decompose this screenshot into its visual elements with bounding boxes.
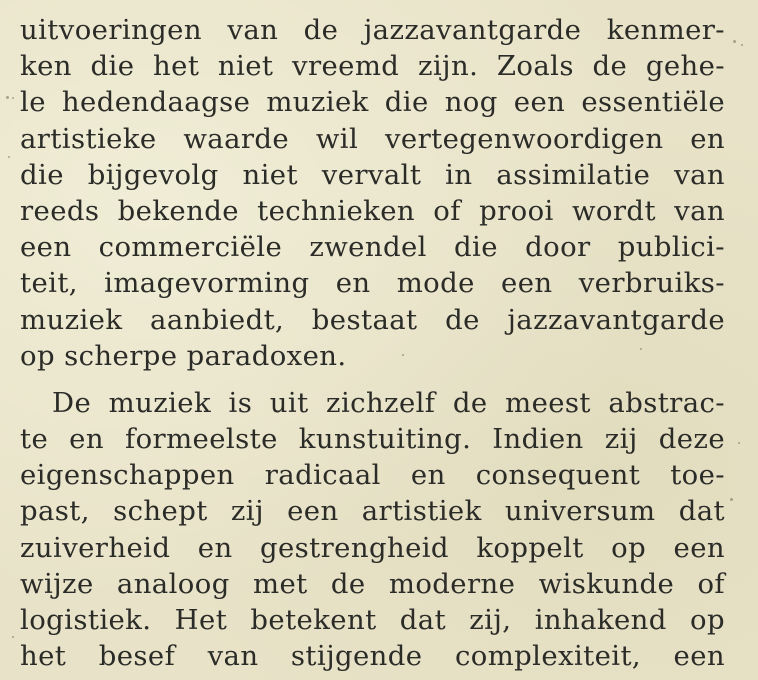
text-line: ken die het niet vreemd zijn. Zoals de gehe- [20, 50, 725, 83]
print-speck [741, 44, 743, 46]
paragraph-2 [20, 385, 725, 675]
print-speck [12, 636, 14, 638]
paragraph-gap [20, 374, 725, 385]
text-line: zuiverheid en gestrengheid koppelt op een [20, 531, 725, 564]
article-column [20, 12, 725, 674]
text-line: een commerciële zwendel die door publici- [20, 231, 725, 264]
text-line: reeds bekende technieken of prooi wordt van [20, 194, 725, 227]
print-speck [8, 156, 10, 158]
paragraph-1 [20, 12, 725, 374]
text-line: teit, imagevorming en mode een verbruiks- [20, 267, 725, 300]
text-line: eigenschappen radicaal en consequent toe- [20, 459, 725, 492]
text-line: muziek aanbiedt, bestaat de jazzavantgarde [20, 303, 725, 336]
text-line: artistieke waarde wil vertegenwoordigen en [20, 122, 725, 155]
print-speck [733, 40, 736, 43]
print-speck [640, 348, 642, 350]
text-line: het besef van stijgende complexiteit, een [20, 640, 725, 673]
text-line: le hedendaagse muziek die nog een essentiële [20, 86, 725, 119]
text-line: logistiek. Het betekent dat zij, inhakend op [20, 604, 725, 636]
text-line: op scherpe paradoxen. [20, 339, 347, 372]
text-line: De muziek is uit zichzelf de meest abstrac- [52, 386, 725, 419]
print-speck [12, 97, 14, 99]
text-line: past, schept zij een artistiek universum dat [20, 495, 725, 528]
print-speck [402, 354, 404, 356]
print-speck [6, 96, 9, 99]
text-line: die bijgevolg niet vervalt in assimilatie van [20, 158, 725, 191]
text-line: wijze analoog met de moderne wiskunde of [20, 567, 725, 600]
text-line: uitvoeringen van de jazzavantgarde kenmer- [20, 14, 725, 46]
print-speck [738, 442, 740, 444]
print-speck [730, 498, 733, 501]
text-line: te en formeelste kunstuiting. Indien zij deze [20, 423, 725, 456]
